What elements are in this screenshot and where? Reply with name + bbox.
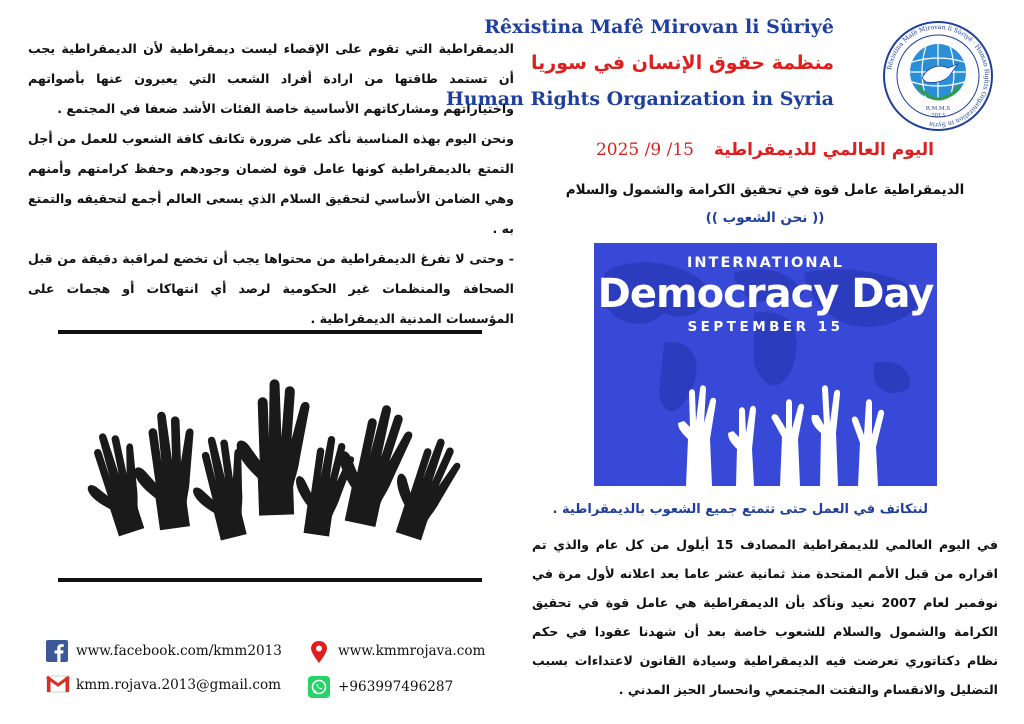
left-paragraph-3: - وحتى لا تفرغ الديمقراطية من محتواها يجب أن تخضع لمراقبة دقيقة من قبل الصحافة والمنظمات غير الحكومية لرصد أي انتهاكات أو هجمات على المؤسسات المدنية الديمقراطية . <box>28 251 514 326</box>
email-link[interactable]: kmm.rojava.2013@gmail.com <box>76 677 282 693</box>
facebook-contact[interactable] <box>46 640 282 662</box>
logo-ring-text: Rêxistina Mafê Mirovan li Sûriyê · Human Rights Organization in Syria <box>886 23 991 129</box>
org-name-arabic: منظمة حقوق الإنسان في سوريا <box>531 52 834 74</box>
divider-bottom <box>58 578 482 582</box>
org-name-english: Human Rights Organization in Syria <box>445 88 834 110</box>
facebook-link[interactable]: www.facebook.com/kmm2013 <box>76 643 282 659</box>
left-paragraph-1: الديمقراطية التي تقوم على الإقصاء ليست ديمقراطية لأن الديمقراطية يجب أن تستمد طاقتها من ارادة أفراد الشعب التي يعبرون عنها بأصواتهم واختياراتهم ومشاركاتهم الأساسية خاصة الفئات الأشد ضعفا في المجتمع . <box>28 41 514 116</box>
democracy-day-banner <box>594 243 937 486</box>
phone-number[interactable]: +963997496287 <box>338 679 454 695</box>
logo-year: 2013 <box>931 113 945 119</box>
globe-dove-logo <box>882 20 994 132</box>
raised-hands-illustration <box>74 360 470 550</box>
org-name-kurdish: Rêxistina Mafê Mirovan li Sûriyê <box>484 16 834 38</box>
website-contact[interactable] <box>308 640 485 662</box>
banner-date: SEPTEMBER 15 <box>687 319 844 335</box>
solidarity-line: لنتكاتف في العمل حتى تتمتع جميع الشعوب بالديمقراطية . <box>552 502 928 517</box>
event-heading <box>540 140 990 160</box>
event-theme: الديمقراطية عامل قوة في تحقيق الكرامة والشمول والسلام <box>565 182 965 198</box>
email-contact[interactable] <box>46 674 281 696</box>
event-title: اليوم العالمي للديمقراطية <box>713 140 934 160</box>
gmail-icon <box>46 674 68 696</box>
right-column-body: في اليوم العالمي للديمقراطية المصادف 15 أيلول من كل عام والذي تم اقراره من قبل الأمم المتحدة منذ ثمانية عشر عاما بعد اعلانه لأول مرة في نوفمبر لعام 2007 نعيد ونأكد بأن الديمقراطية هي عامل قوة في تحقيق الكرامة والشمول والسلام للشعوب خاصة بعد أن شهدنا عقودا في حكم نظام دكتاتوري تعرضت فيه الديمقراطية وسيادة القانون لاعتداءات بسبب التضليل والانقسام والتفتت المجتمعي وانحسار الحيز المدني . <box>532 537 999 697</box>
location-pin-icon <box>308 640 330 662</box>
event-subtitle: (( نحن الشعوب )) <box>705 210 825 226</box>
left-column-text <box>28 34 514 334</box>
banner-democracy-day: Democracy Day <box>597 271 934 317</box>
whatsapp-icon <box>308 676 330 698</box>
logo-abbrev: R.M.M.S <box>925 106 951 112</box>
event-date: 2025 /9 /15 <box>595 140 694 160</box>
left-paragraph-2: ونحن اليوم بهذه المناسبة نأكد على ضرورة تكاتف كافة الشعوب للعمل من أجل التمتع بالديمقراطية كونها عامل قوة لضمان وجودهم وحفظ كرامتهم وأمنهم وهي الضامن الأساسي لتحقيق السلام الذي يسعى العالم أجمع لتحقيقه والتمتع به . <box>28 131 514 236</box>
facebook-icon <box>46 640 68 662</box>
divider-top <box>58 330 482 334</box>
banner-international: INTERNATIONAL <box>687 255 844 271</box>
website-link[interactable]: www.kmmrojava.com <box>338 643 486 659</box>
phone-contact[interactable] <box>308 676 453 698</box>
banner-raised-hands <box>678 385 884 486</box>
